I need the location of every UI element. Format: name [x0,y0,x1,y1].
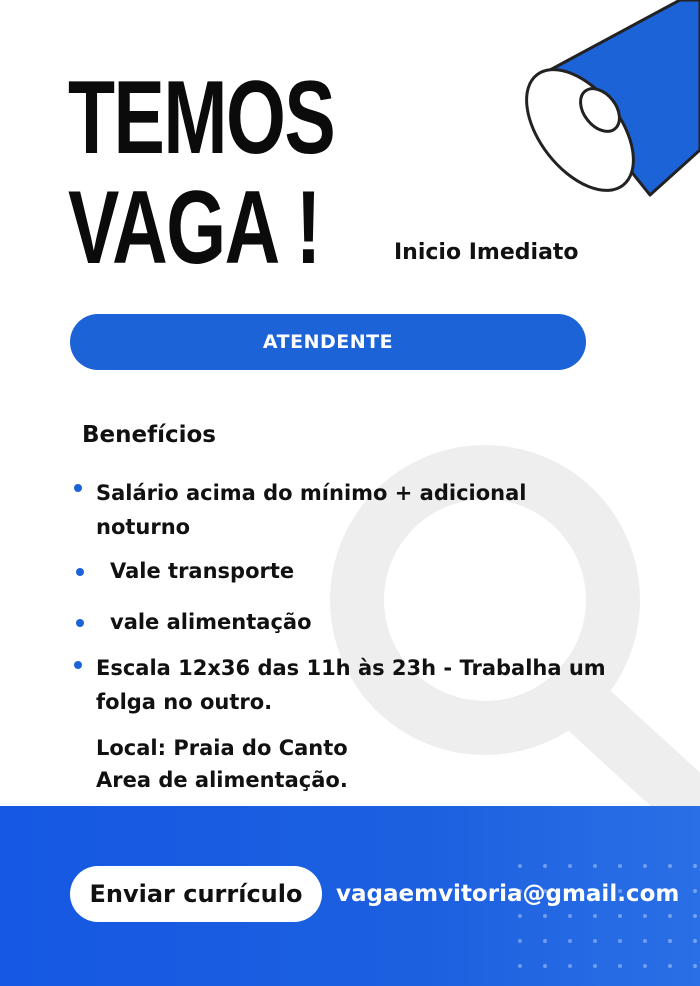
send-resume-button[interactable]: Enviar currículo [70,866,322,922]
benefit-line: Escala 12x36 das 11h às 23h - Trabalha um [96,656,606,680]
benefit-line: Salário acima do mínimo + adicional [96,481,527,505]
role-badge: ATENDENTE [70,314,586,370]
benefit-item-schedule [96,651,616,719]
location-info [96,732,348,796]
headline-line-2: VAGA ! [68,170,320,286]
benefit-line: vale alimentação [110,610,312,634]
bullet-dot [76,619,84,627]
benefit-line: folga no outro. [96,690,273,714]
start-subtitle: Inicio Imediato [394,240,579,265]
benefits-title: Benefícios [82,422,217,448]
contact-email-link[interactable]: vagaemvitoria@gmail.com [336,881,680,907]
bullet-dot [74,661,82,669]
benefit-item-meal [110,605,630,639]
headline-line-1: TEMOS [68,60,335,176]
benefit-line: noturno [96,515,191,539]
benefit-item-transport [110,554,630,588]
megaphone-icon [520,0,700,200]
dot-pattern-decoration [500,856,700,986]
benefit-line: Vale transporte [110,559,295,583]
bullet-dot [76,568,84,576]
bullet-dot [74,484,82,492]
location-line: Local: Praia do Canto [96,736,348,760]
location-line: Area de alimentação. [96,768,348,792]
benefit-item-salary [96,476,616,544]
